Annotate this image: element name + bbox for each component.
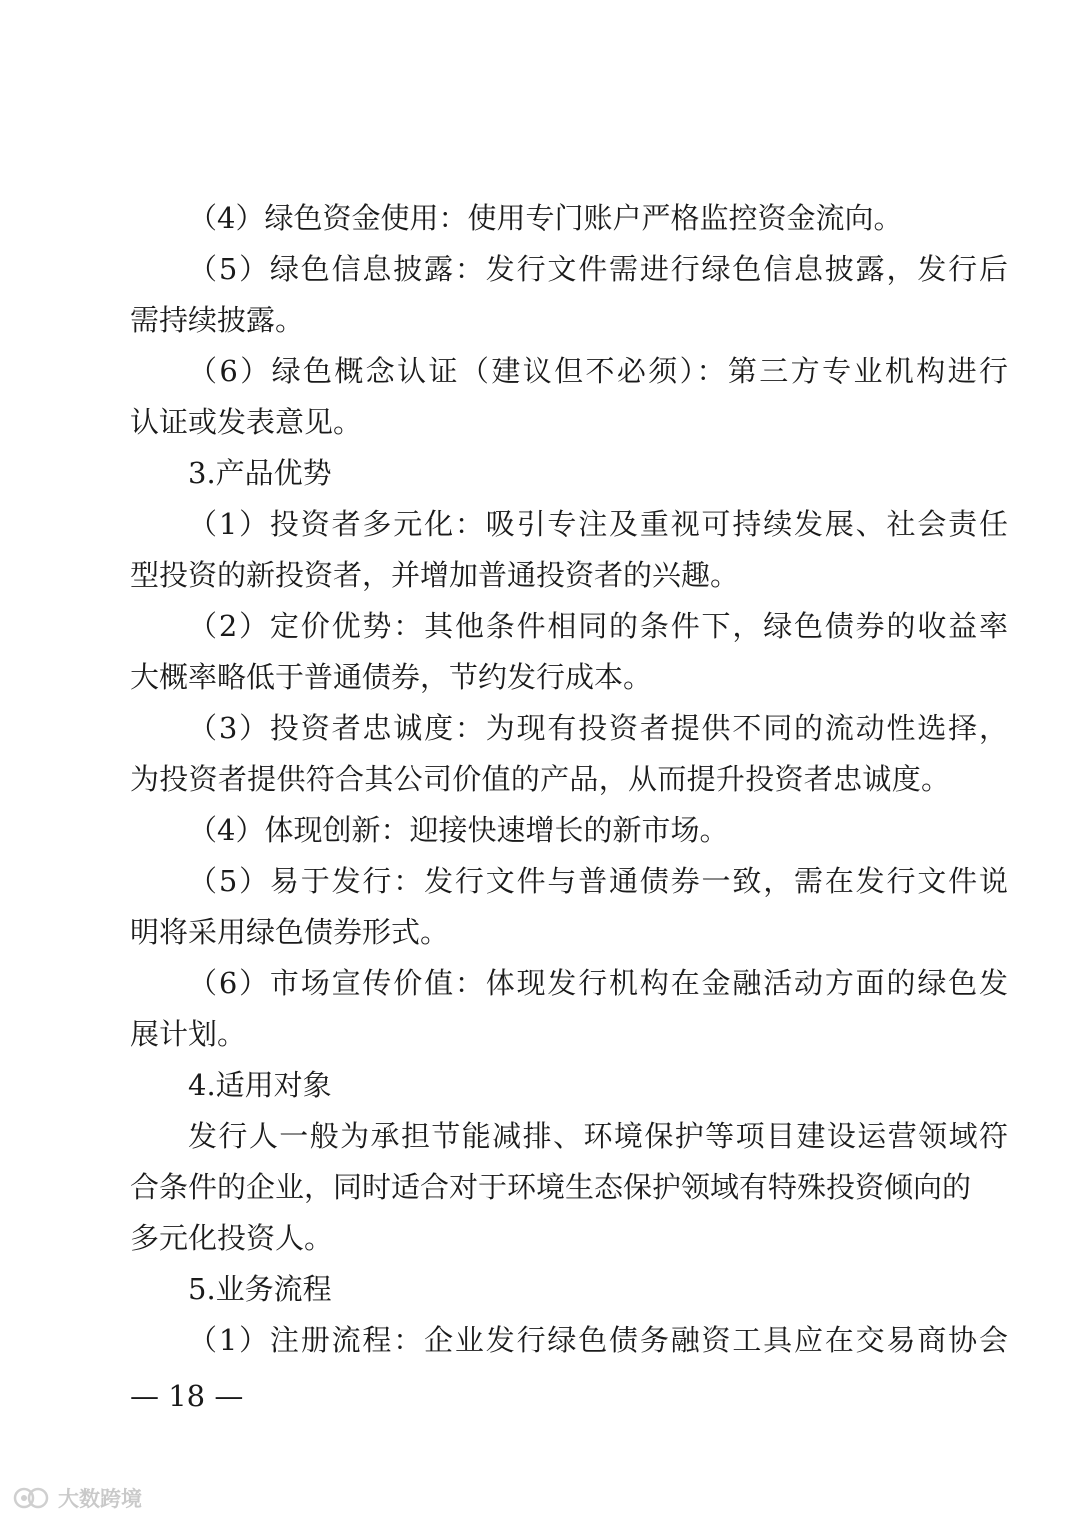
paragraph-line: （6）绿色概念认证（建议但不必须）：第三方专业机构进行	[188, 354, 1008, 388]
paragraph-line: 为投资者提供符合其公司价值的产品，从而提升投资者忠诚度。	[130, 762, 950, 796]
section-heading: 5.业务流程	[188, 1272, 332, 1306]
section-heading: 4.适用对象	[188, 1068, 332, 1102]
paragraph-line: （2）定价优势：其他条件相同的条件下，绿色债券的收益率	[188, 609, 1008, 643]
paragraph-line: 展计划。	[130, 1017, 247, 1051]
paragraph-line: （1）投资者多元化：吸引专注及重视可持续发展、社会责任	[188, 507, 1008, 541]
watermark-text: 大数跨境	[58, 1487, 142, 1511]
section-heading: 3.产品优势	[188, 456, 332, 490]
paragraph-line: 多元化投资人。	[130, 1221, 334, 1255]
paragraph-line: 合条件的企业，同时适合对于环境生态保护领域有特殊投资倾向的	[130, 1170, 972, 1204]
watermark	[12, 1478, 142, 1518]
paragraph-line: 认证或发表意见。	[130, 405, 363, 439]
paragraph-line: 明将采用绿色债券形式。	[130, 915, 450, 949]
paragraph-line: （4）体现创新：迎接快速增长的新市场。	[188, 813, 729, 847]
paragraph-line: 大概率略低于普通债券，节约发行成本。	[130, 660, 653, 694]
paragraph-line: 发行人一般为承担节能减排、环境保护等项目建设运营领域符	[188, 1119, 1008, 1153]
page-number: — 18 —	[130, 1379, 244, 1413]
paragraph-line: （5）易于发行：发行文件与普通债券一致，需在发行文件说	[188, 864, 1008, 898]
watermark-logo-icon	[12, 1484, 52, 1512]
paragraph-line: （5）绿色信息披露：发行文件需进行绿色信息披露，发行后	[188, 252, 1008, 286]
paragraph-line: 需持续披露。	[130, 303, 305, 337]
paragraph-line: （4）绿色资金使用：使用专门账户严格监控资金流向。	[188, 201, 903, 235]
paragraph-line: 型投资的新投资者，并增加普通投资者的兴趣。	[130, 558, 740, 592]
paragraph-line: （6）市场宣传价值：体现发行机构在金融活动方面的绿色发	[188, 966, 1008, 1000]
paragraph-line: （3）投资者忠诚度：为现有投资者提供不同的流动性选择，	[188, 711, 1008, 745]
paragraph-line: （1）注册流程：企业发行绿色债务融资工具应在交易商协会	[188, 1323, 1008, 1357]
